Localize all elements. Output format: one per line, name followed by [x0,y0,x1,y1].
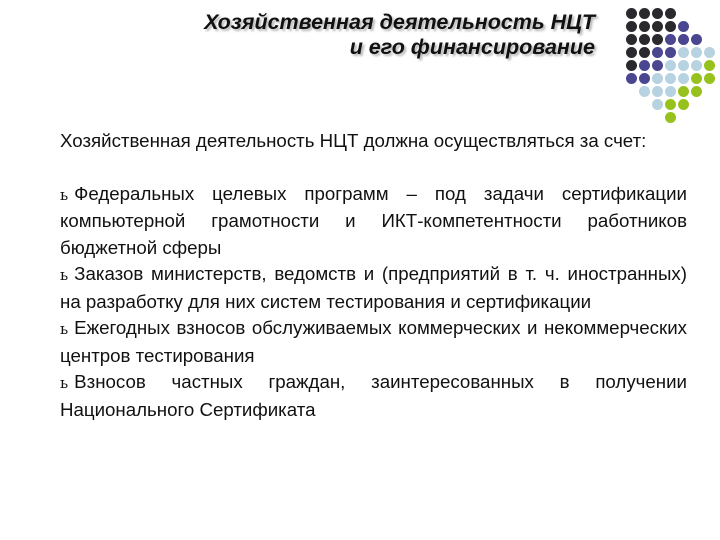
decorative-dot [652,34,663,45]
decorative-dot [665,47,676,58]
intro-paragraph: Хозяйственная деятельность НЦТ должна осуществляться за счет: [60,130,647,151]
decorative-dot [626,73,637,84]
decorative-dot [678,86,689,97]
decorative-dot [652,73,663,84]
decorative-dot [704,60,715,71]
decorative-dot [691,60,702,71]
decorative-dot [665,73,676,84]
decorative-dot [678,34,689,45]
decorative-dot [678,99,689,110]
list-item [60,369,687,423]
decorative-dot [665,86,676,97]
decorative-dot [678,60,689,71]
decorative-dot [639,73,650,84]
decorative-dot [626,21,637,32]
decorative-dot [704,47,715,58]
decorative-dot [665,21,676,32]
list-item [60,261,687,315]
decorative-dot-grid [613,8,713,113]
slide-title [150,10,595,60]
list-item-text: Ежегодных взносов обслуживаемых коммерческих и некоммерческих центров тестирования [60,317,687,366]
decorative-dot [626,60,637,71]
decorative-dot [678,21,689,32]
decorative-dot [652,60,663,71]
decorative-dot [626,34,637,45]
list-item-text: Взносов частных граждан, заинтересованных в получении Национального Сертификата [60,371,687,420]
decorative-dot [665,99,676,110]
decorative-dot [691,73,702,84]
decorative-dot [665,34,676,45]
decorative-dot [639,8,650,19]
decorative-dot [691,47,702,58]
decorative-dot [665,60,676,71]
decorative-dot [652,86,663,97]
decorative-dot [704,73,715,84]
decorative-dot [639,86,650,97]
list-item-text: Федеральных целевых программ – под задачи сертификации компьютерной грамотности и ИКТ-компетентности работников бюджетной сферы [60,182,687,258]
decorative-dot [665,112,676,123]
decorative-dot [652,47,663,58]
bullet-icon: ь [60,320,69,338]
decorative-dot [639,21,650,32]
decorative-dot [678,73,689,84]
decorative-dot [665,8,676,19]
slide-body [60,128,687,423]
decorative-dot [639,60,650,71]
decorative-dot [652,8,663,19]
bullet-icon: ь [60,185,69,204]
decorative-dot [691,86,702,97]
decorative-dot [678,47,689,58]
decorative-dot [652,99,663,110]
decorative-dot [639,47,650,58]
decorative-dot [639,34,650,45]
bullet-icon: ь [60,374,69,392]
decorative-dot [626,47,637,58]
title-line-2: и его финансирование [349,35,595,59]
list-item [60,181,687,262]
decorative-dot [652,21,663,32]
bullet-icon: ь [60,266,69,284]
bullet-list [60,181,687,424]
decorative-dot [691,34,702,45]
list-item [60,315,687,369]
decorative-dot [626,8,637,19]
title-line-1: Хозяйственная деятельность НЦТ [204,10,595,34]
list-item-text: Заказов министерств, ведомств и (предприятий в т. ч. иностранных) на разработку для них систем тестирования и сертификации [60,263,687,312]
